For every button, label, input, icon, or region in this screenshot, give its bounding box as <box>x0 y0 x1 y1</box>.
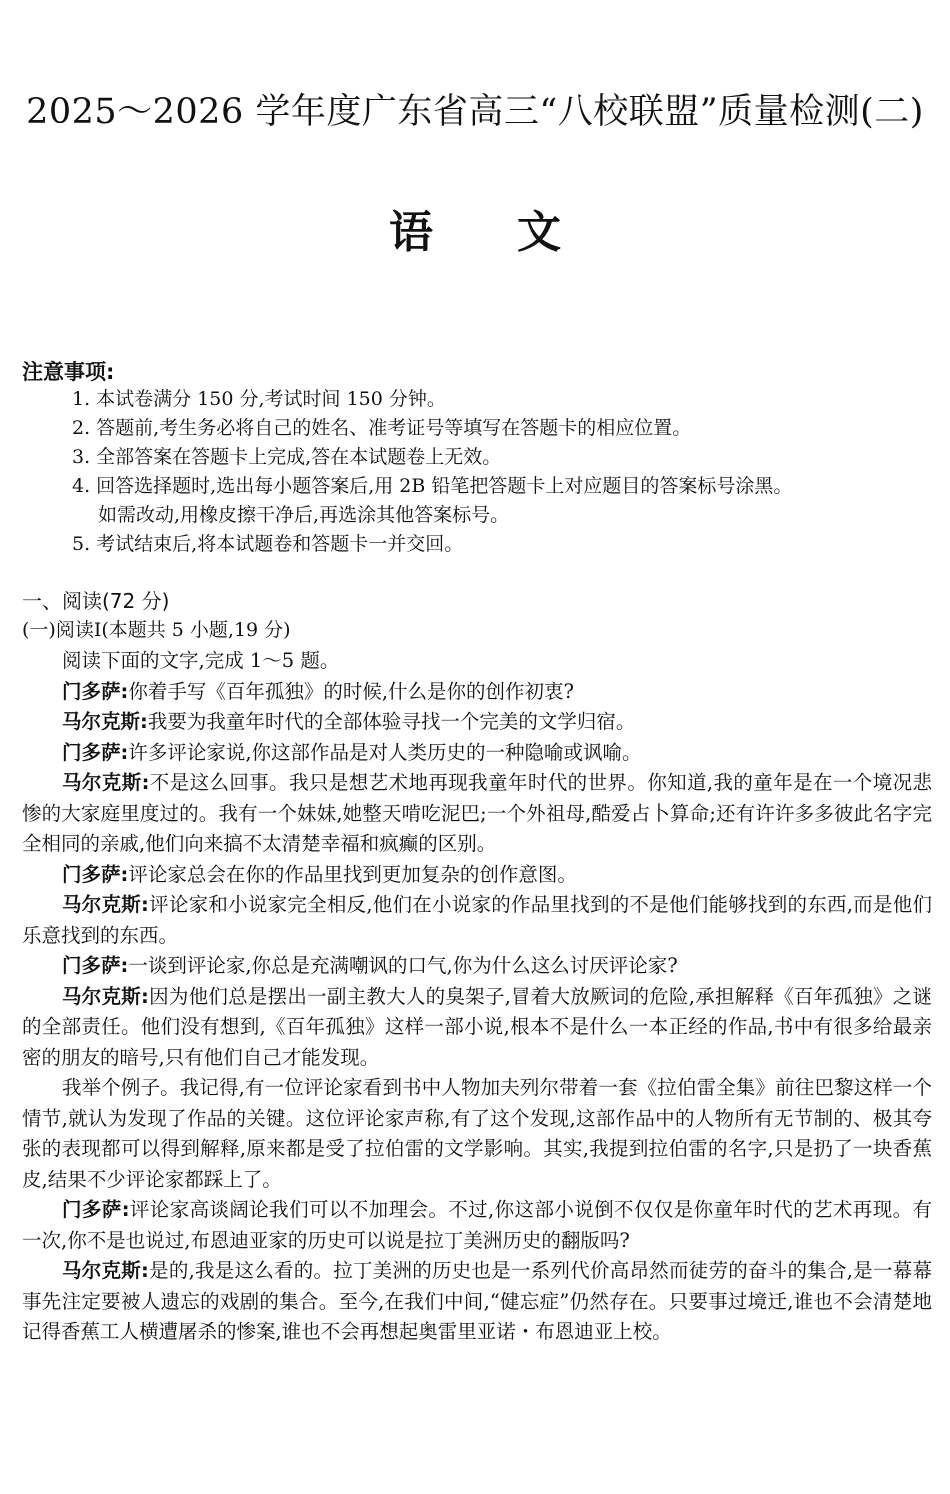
dialogue-text: 评论家和小说家完全相反,他们在小说家的作品里找到的不是他们能够找到的东西,而是他们乐意找到的东西。 <box>22 893 932 947</box>
passage-instruction: 阅读下面的文字,完成 1～5 题。 <box>62 649 340 672</box>
notice-item-continuation: 如需改动,用橡皮擦干净后,再选涂其他答案标号。 <box>98 504 510 526</box>
dialogue-paragraph <box>22 890 932 951</box>
speaker-label: 门多萨: <box>62 679 129 703</box>
speaker-label: 门多萨: <box>62 954 129 977</box>
exam-title: 2025～2026 学年度广东省高三“八校联盟”质量检测(二) <box>26 92 924 132</box>
section-heading: 一、阅读(72 分) <box>22 589 170 613</box>
dialogue-paragraph <box>22 738 932 769</box>
subject-title: 语文 <box>389 207 645 258</box>
dialogue-paragraph <box>22 707 932 738</box>
reading-passage <box>22 646 932 1348</box>
speaker-label: 马尔克斯: <box>62 893 149 916</box>
speaker-label: 门多萨: <box>62 740 129 764</box>
dialogue-text: 我要为我童年时代的全部体验寻找一个完美的文学归宿。 <box>147 710 636 733</box>
notice-item: 1. 本试卷满分 150 分,考试时间 150 分钟。 <box>72 388 446 410</box>
speaker-label: 马尔克斯: <box>62 710 148 733</box>
dialogue-text: 不是这么回事。我只是想艺术地再现我童年时代的世界。你知道,我的童年是在一个境况悲惨的大家庭里度过的。我有一个妹妹,她整天啃吃泥巴;一个外祖母,酷爱占卜算命;还有许许多多彼此名字完全相同的亲戚,他们向来搞不太清楚幸福和疯癫的区别。 <box>22 771 932 855</box>
dialogue-paragraph <box>22 860 932 891</box>
speaker-label: 门多萨: <box>62 1198 130 1221</box>
dialogue-paragraph <box>22 677 932 708</box>
dialogue-paragraph <box>22 768 932 860</box>
dialogue-text: 一谈到评论家,你总是充满嘲讽的口气,你为什么这么讨厌评论家? <box>128 954 678 977</box>
dialogue-paragraph <box>22 951 932 982</box>
speaker-label: 马尔克斯: <box>62 771 150 794</box>
dialogue-paragraph <box>22 1256 932 1348</box>
notice-item: 4. 回答选择题时,选出每小题答案后,用 2B 铅笔把答题卡上对应题目的答案标号涂黑。 <box>72 475 793 497</box>
dialogue-paragraph <box>22 982 932 1074</box>
notice-item: 2. 答题前,考生务必将自己的姓名、准考证号等填写在答题卡的相应位置。 <box>72 417 692 439</box>
dialogue-paragraph <box>22 1073 932 1195</box>
notice-list <box>72 385 942 559</box>
notice-heading: 注意事项: <box>22 360 115 384</box>
dialogue-text: 因为他们总是摆出一副主教大人的臭架子,冒着大放厥词的危险,承担解释《百年孤独》之谜的全部责任。他们没有想到,《百年孤独》这样一部小说,根本不是什么一本正经的作品,书中有很多给最亲密的朋友的暗号,只有他们自己才能发现。 <box>22 984 932 1069</box>
dialogue-paragraph <box>22 1195 932 1256</box>
dialogue-text: 你着手写《百年孤独》的时候,什么是你的创作初衷? <box>128 679 574 703</box>
speaker-label: 马尔克斯: <box>62 984 149 1008</box>
dialogue-text: 评论家总会在你的作品里找到更加复杂的创作意图。 <box>128 862 577 886</box>
notice-item: 3. 全部答案在答题卡上完成,答在本试题卷上无效。 <box>72 446 502 468</box>
subsection-heading: (一)阅读Ⅰ(本题共 5 小题,19 分) <box>22 619 291 641</box>
dialogue-text: 我举个例子。我记得,有一位评论家看到书中人物加夫列尔带着一套《拉伯雷全集》前往巴黎这样一个情节,就认为发现了作品的关键。这位评论家声称,有了这个发现,这部作品中的人物所有无节制的、极其夸张的表现都可以得到解释,原来都是受了拉伯雷的文学影响。其实,我提到拉伯雷的名字,只是扔了一块香蕉皮,结果不少评论家都踩上了。 <box>22 1076 932 1191</box>
notice-item: 5. 考试结束后,将本试题卷和答题卡一并交回。 <box>72 533 464 555</box>
dialogue-text: 许多评论家说,你这部作品是对人类历史的一种隐喻或讽喻。 <box>128 740 642 764</box>
dialogue-text: 评论家高谈阔论我们可以不加理会。不过,你这部小说倒不仅仅是你童年时代的艺术再现。有一次,你不是也说过,布恩迪亚家的历史可以说是拉丁美洲历史的翻版吗? <box>22 1198 932 1252</box>
dialogue-text: 是的,我是这么看的。拉丁美洲的历史也是一系列代价高昂然而徒劳的奋斗的集合,是一幕幕事先注定要被人遗忘的戏剧的集合。至今,在我们中间,“健忘症”仍然存在。只要事过境迁,谁也不会清楚地记得香蕉工人横遭屠杀的惨案,谁也不会再想起奥雷里亚诺・布恩迪亚上校。 <box>22 1259 932 1343</box>
speaker-label: 马尔克斯: <box>62 1259 149 1282</box>
speaker-label: 门多萨: <box>62 862 129 886</box>
